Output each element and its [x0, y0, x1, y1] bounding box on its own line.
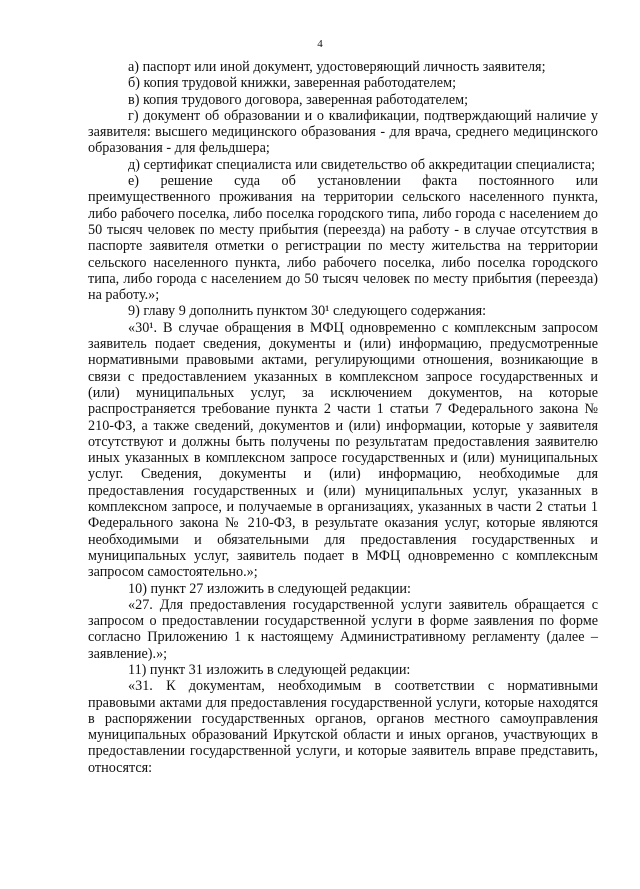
paragraph-g: г) документ об образовании и о квалификации, подтверждающий наличие у заявителя: высшего медицинского образования - для врача, среднего медицинского образования - для фельдшера; — [88, 107, 598, 157]
paragraph-d: д) сертификат специалиста или свидетельство об аккредитации специалиста; — [128, 156, 596, 173]
amendment-11: 11) пункт 31 изложить в следующей редакции: — [128, 661, 411, 678]
paragraph-v: в) копия трудового договора, заверенная работодателем; — [128, 91, 469, 108]
paragraph-a: а) паспорт или иной документ, удостоверяющий личность заявителя; — [128, 59, 546, 75]
paragraph-e: е) решение суда об установлении факта постоянного или преимущественного проживания на территории сельского населенного пункта, либо рабочего поселка, либо поселка городского типа, либо города с населением до 50 тысяч человек по месту прибытия (переезда) на работу - в случае отсутствия в паспорте заявителя отметки о регистрации по месту жительства на территории сельского населенного пункта, либо рабочего поселка, либо поселка городского типа, либо города с населением до 50 тысяч человек по месту прибытия (переезда) на работу.»; — [88, 173, 598, 304]
clause-27: «27. Для предоставления государственной услуги заявитель обращается с запросом о предоставлении государственной услуги в форме заявления по форме согласно Приложению 1 к настоящему Административному регламенту (далее – заявление).»; — [88, 596, 598, 662]
clause-30-1: «30¹. В случае обращения в МФЦ одновременно с комплексным запросом заявитель подает сведения, документы и (или) информацию, предусмотренные нормативными правовыми актами, регулирующими отношения, возникающие в связи с предоставлением указанных в комплексном запросе государственных и (или) муниципальных услуг, за исключением документов, на которые распространяется требование пункта 2 части 1 статьи 7 Федерального закона № 210-ФЗ, а также сведений, документов и (или) информации, которые у заявителя отсутствуют и должны быть получены по результатам предоставления заявителю иных указанных в комплексном запросе государственных и (или) муниципальных услуг. Сведения, документы и (или) информацию, необходимые для предоставления государственных и (или) муниципальных услуг, указанных в комплексном запросе, и получаемые в организациях, указанных в части 2 статьи 1 Федерального закона № 210-ФЗ, в результате оказания услуг, которые являются необходимыми и обязательными для предоставления государственных и муниципальных услуг, заявитель подает в МФЦ одновременно с комплексным запросом самостоятельно.»; — [88, 319, 598, 581]
document-body — [88, 59, 598, 776]
amendment-10: 10) пункт 27 изложить в следующей редакции: — [128, 580, 411, 597]
clause-31: «31. К документам, необходимым в соответствии с нормативными правовыми актами для предоставления государственной услуги, которые находятся в распоряжении государственных органов, органов местного самоуправления муниципальных образований Иркутской области и иных органов, участвующих в предоставлении государственной услуги, и которые заявитель вправе представить, относятся: — [88, 678, 598, 776]
paragraph-b: б) копия трудовой книжки, заверенная работодателем; — [128, 75, 457, 92]
amendment-9: 9) главу 9 дополнить пунктом 30¹ следующего содержания: — [128, 303, 487, 320]
page-number: 4 — [317, 38, 323, 50]
